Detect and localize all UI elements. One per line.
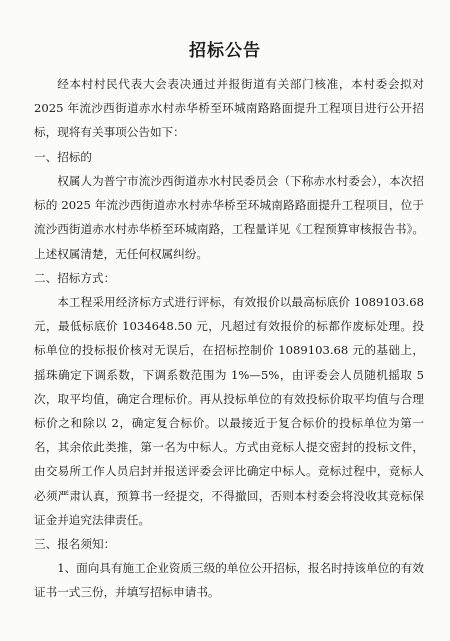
intro-paragraph: 经本村村民代表大会表决通过并报街道有关部门核准，本村委会拟对 2025 年流沙西街道赤水村赤华桥至环城南路路面提升工程项目进行公开招标，现将有关事项公告如下： [34,77,424,140]
section-1-body: 权属人为普宁市流沙西街道赤水村民委员会（下称赤水村委会），本次招标的 2025 年流沙西街道赤水村赤华桥至环城南路路面提升工程项目，位于流沙西街道赤水村赤华桥至环城南路，工程量详见《工程预算审核报告书》。上述权属清楚，无任何权属纠纷。 [34,174,424,261]
section-1-heading: 一、招标的 [34,150,92,164]
document-title: 招标公告 [189,41,261,61]
section-3-item-1: 1、面向具有施工企业资质三级的单位公开招标，报名时持该单位的有效证书一式三份，并填写招标申请书。 [34,561,424,600]
section-2-heading: 二、招标方式： [34,271,116,285]
section-3-heading: 三、报名须知： [34,537,116,551]
section-2-body: 本工程采用经济标方式进行评标，有效报价以最高标底价 1089103.68 元，最低标底价 1034648.50 元，凡超过有效报价的标都作废标处理。投标单位的投标报价核对无误后，在招标控制价 1089103.68 元的基础上，摇珠确定下调系数，下调系数范围为 1%—5%，由评委会人员随机摇取 5 次，取平均值，确定合理标价。再从投标单位的有效投标价取平均值与合理标价之和除以 2，确定复合标价。以最接近于复合标价的投标单位为第一名，其余依此类推，第一名为中标人。方式由竞标人提交密封的投标文件，由交易所工作人员启封并报送评委会评比确定中标人。竞标过程中，竞标人必须严肃认真，预算书一经提交，不得撤回，否则本村委会将没收其竞标保证金并追究法律责任。 [34,295,424,527]
